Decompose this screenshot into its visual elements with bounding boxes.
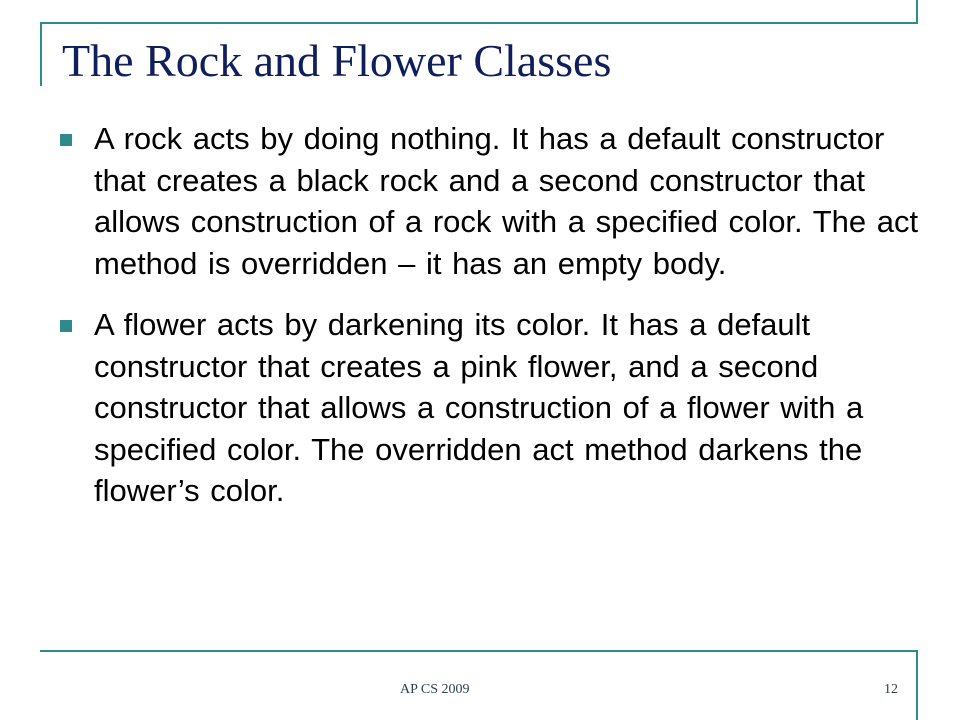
slide-title: The Rock and Flower Classes: [62, 35, 612, 86]
page-number: 12: [884, 682, 898, 697]
bullet-list: [60, 118, 920, 532]
frame-bottom-line: [40, 650, 918, 652]
bullet-item-rock: [60, 118, 920, 284]
bullet-text: A rock acts by doing nothing. It has a default constructor that creates a black rock and a second constructor that allows construction of a rock with a specified color. The act method is overridden – it has an empty body.: [94, 121, 919, 281]
bullet-text: A flower acts by darkening its color. It has a default constructor that creates a pink flower, and a second constructor that allows a construction of a flower with a specified color. The overridden act method darkens the flower’s color.: [94, 307, 864, 508]
square-bullet-icon: [60, 320, 72, 332]
bullet-item-flower: [60, 304, 920, 512]
frame-right-line: [916, 0, 918, 24]
frame-left-line: [40, 22, 42, 86]
footer-label: AP CS 2009: [400, 682, 470, 697]
frame-bottom-right-line: [916, 650, 918, 720]
square-bullet-icon: [60, 134, 72, 146]
frame-top-line: [40, 22, 918, 24]
